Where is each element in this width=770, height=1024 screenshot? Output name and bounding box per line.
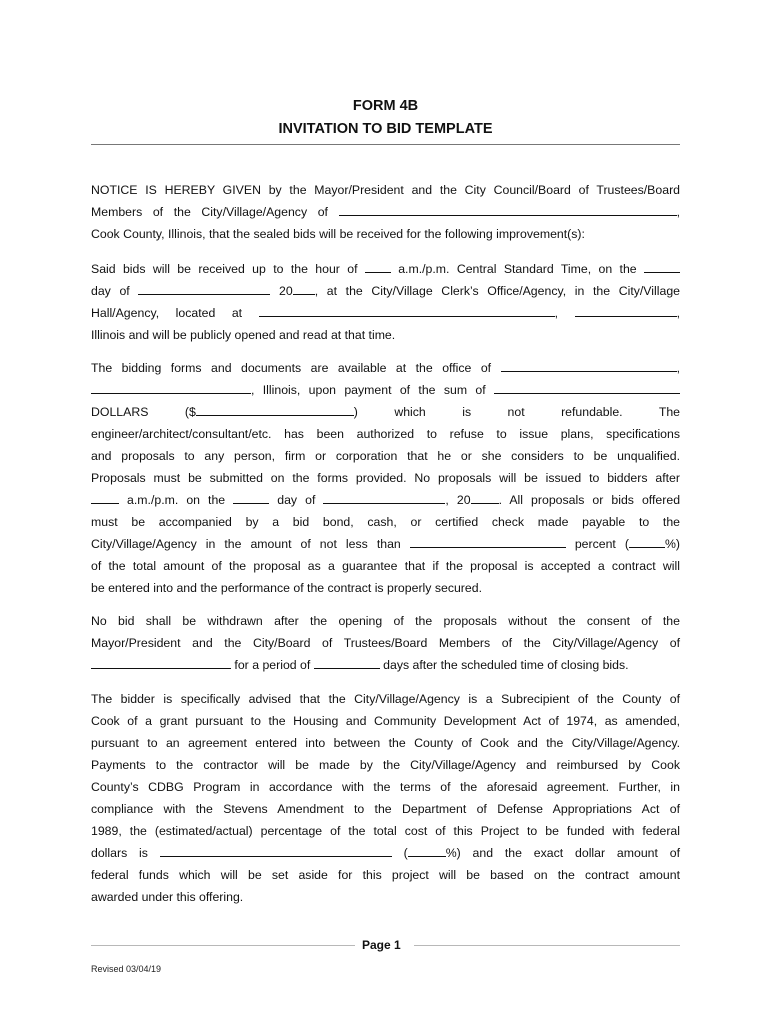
receipt-text: , at the City/Village Clerk’s Office/Agency, in the City/Village (314, 284, 680, 298)
receipt-line-4: Illinois and will be publicly opened and read at that time. (91, 328, 396, 342)
receipt-text: a.m./p.m. Central Standard Time, on the (398, 262, 637, 276)
form-number: FORM 4B (352, 98, 419, 114)
notice-paragraph (91, 179, 680, 245)
sum-amount-blank[interactable] (196, 401, 354, 416)
issue-month-blank[interactable] (323, 489, 445, 504)
subrecipient-text: dollars is (91, 846, 148, 860)
subrecipient-line-3: pursuant to an agreement entered into between the County of Cook and the City/Village/Agency. (91, 736, 680, 750)
receipt-line-2 (91, 280, 680, 302)
office-city-blank[interactable] (91, 379, 251, 394)
documents-text: DOLLARS ($ (91, 405, 196, 419)
footer-divider-right (414, 945, 680, 946)
subrecipient-line-8 (91, 842, 680, 864)
withdrawal-paragraph (91, 610, 680, 676)
subrecipient-line-7: 1989, the (estimated/actual) percentage of the total cost of this Project to be funded with federal (91, 824, 680, 838)
documents-line-3 (91, 401, 680, 423)
subrecipient-line-5: County’s CDBG Program in accordance with the terms of the aforesaid agreement. Further, in (91, 780, 680, 794)
federal-percent-blank[interactable] (408, 842, 446, 857)
documents-line-7 (91, 489, 680, 511)
documents-line-9 (91, 533, 680, 555)
documents-line-5: and proposals to any person, firm or corporation that he or she considers to be unqualified. (91, 449, 680, 463)
receipt-line-1 (91, 258, 680, 280)
form-title: INVITATION TO BID TEMPLATE (278, 121, 493, 137)
subrecipient-paragraph (91, 688, 680, 908)
days-blank[interactable] (314, 654, 380, 669)
location-blank[interactable] (259, 302, 555, 317)
subrecipient-line-2: Cook of a grant pursuant to the Housing and Community Development Act of 1974, as amended, (91, 714, 680, 728)
notice-line-1: NOTICE IS HEREBY GIVEN by the Mayor/President and the City Council/Board of Trustees/Board (91, 183, 680, 197)
documents-paragraph (91, 357, 680, 599)
office-blank[interactable] (501, 357, 677, 372)
receipt-text: Said bids will be received up to the hour of (91, 262, 358, 276)
notice-text: Members of the City/Village/Agency of (91, 205, 328, 219)
documents-text: day of (277, 493, 316, 507)
comma: , (676, 205, 680, 219)
notice-line-2 (91, 201, 680, 223)
receipt-text: Hall/Agency, located at (91, 306, 243, 320)
documents-line-6: Proposals must be submitted on the forms provided. No proposals will be issued to bidders after (91, 471, 680, 485)
documents-line-10: of the total amount of the proposal as a guarantee that if the proposal is accepted a contract will (91, 559, 680, 573)
month-blank[interactable] (138, 280, 270, 295)
documents-line-1 (91, 357, 680, 379)
hour-blank[interactable] (365, 258, 391, 273)
issue-year-blank[interactable] (471, 489, 499, 504)
documents-text: City/Village/Agency in the amount of not less than (91, 537, 401, 551)
subrecipient-line-9: federal funds which will be set aside for this project will be based on the contract amount (91, 868, 680, 882)
documents-text: a.m./p.m. on the (127, 493, 226, 507)
subrecipient-line-6: compliance with the Stevens Amendment to the Department of Defense Appropriations Act of (91, 802, 680, 816)
footer-divider-left (91, 945, 355, 946)
withdrawal-line-2: Mayor/President and the City/Board of Trustees/Board Members of the City/Village/Agency of (91, 636, 680, 650)
documents-text: percent ( (574, 537, 629, 551)
receipt-paragraph (91, 258, 680, 346)
withdrawal-line-3 (91, 654, 680, 676)
documents-text: The bidding forms and documents are available at the office of (91, 361, 492, 375)
documents-text: ) which is not refundable. The (353, 405, 681, 419)
subrecipient-text: %) and the exact dollar amount of (445, 846, 680, 860)
page-number: Page 1 (362, 938, 401, 952)
date-day-blank[interactable] (644, 258, 680, 273)
year-blank[interactable] (293, 280, 315, 295)
document-page (91, 0, 680, 1024)
revision-date: Revised 03/04/19 (91, 964, 162, 974)
comma: , (676, 361, 680, 375)
notice-line-3: Cook County, Illinois, that the sealed bids will be received for the following improvement(s): (91, 227, 585, 241)
issue-day-blank[interactable] (233, 489, 269, 504)
title-divider (91, 144, 680, 145)
receipt-text: day of (91, 284, 130, 298)
documents-line-2 (91, 379, 680, 401)
withdrawal-text: for a period of (234, 658, 311, 672)
documents-line-4: engineer/architect/consultant/etc. has been authorized to refuse to issue plans, specifications (91, 427, 680, 441)
comma: , (676, 306, 680, 320)
documents-text: , 20 (445, 493, 471, 507)
withdrawal-text: days after the scheduled time of closing bids. (383, 658, 629, 672)
subrecipient-line-1: The bidder is specifically advised that the City/Village/Agency is a Subrecipient of the County of (91, 692, 680, 706)
documents-text: . All proposals or bids offered (498, 493, 681, 507)
issue-hour-blank[interactable] (91, 489, 119, 504)
subrecipient-line-4: Payments to the contractor will be made by the City/Village/Agency and reimbursed by Cook (91, 758, 680, 772)
receipt-line-3 (91, 302, 680, 324)
federal-dollars-blank[interactable] (160, 842, 392, 857)
guarantee-percent-blank[interactable] (629, 533, 665, 548)
documents-line-11: be entered into and the performance of the contract is properly secured. (91, 581, 482, 595)
withdrawal-line-1: No bid shall be withdrawn after the opening of the proposals without the consent of the (91, 614, 680, 628)
city-blank[interactable] (575, 302, 677, 317)
documents-text: %) (664, 537, 680, 551)
comma: , (554, 306, 559, 320)
subrecipient-text: ( (403, 846, 408, 860)
receipt-text: 20 (279, 284, 293, 298)
documents-text: , Illinois, upon payment of the sum of (251, 383, 486, 397)
guarantee-amount-blank[interactable] (410, 533, 566, 548)
documents-line-8: must be accompanied by a bid bond, cash, or certified check made payable to the (91, 515, 680, 529)
sum-words-blank[interactable] (494, 379, 680, 394)
agency-name-blank[interactable] (91, 654, 231, 669)
municipality-name-blank[interactable] (339, 201, 677, 216)
subrecipient-line-10: awarded under this offering. (91, 890, 244, 904)
